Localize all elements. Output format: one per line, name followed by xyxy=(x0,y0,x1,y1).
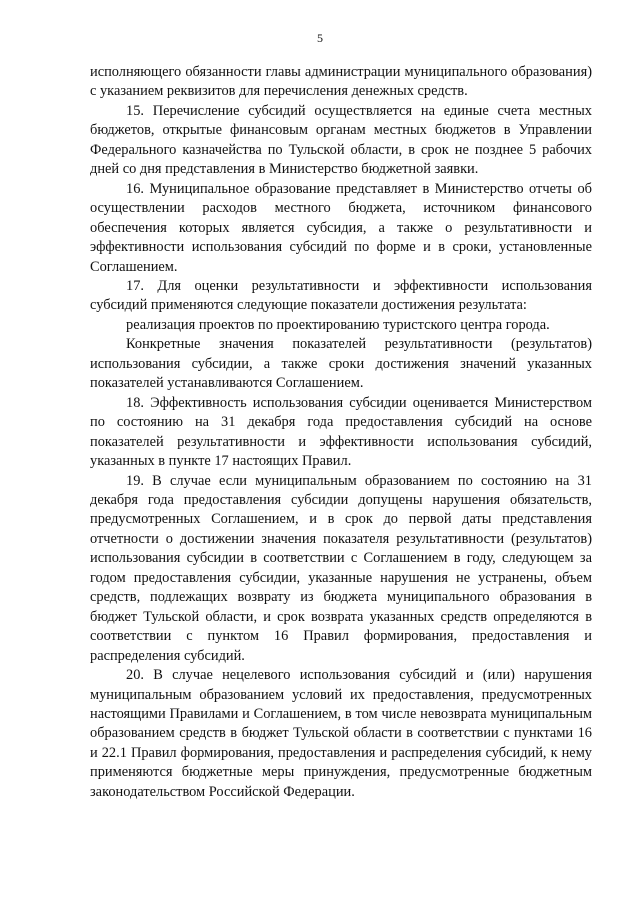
paragraph-17-note: Конкретные значения показателей результативности (результатов) использования субсидии, а также сроки достижения значений указанных показателей устанавливаются Соглашением. xyxy=(90,336,592,392)
paragraph-17: 17. Для оценки результативности и эффективности использования субсидий применяются следующие показатели достижения результата: xyxy=(90,277,592,314)
paragraph-continuation: исполняющего обязанности главы администрации муниципального образования) с указанием реквизитов для перечисления денежных средств. xyxy=(90,64,592,100)
page-number: 5 xyxy=(317,31,323,45)
document-body xyxy=(90,63,592,802)
paragraph-18: 18. Эффективность использования субсидии оценивается Министерством по состоянию на 31 декабря года предоставления субсидий на основе показателей результативности и эффективности использования субсидий, указанных в пункте 17 настоящих Правил. xyxy=(90,394,592,470)
paragraph-19: 19. В случае если муниципальным образованием по состоянию на 31 декабря года предоставления субсидии допущены нарушения обязательств, предусмотренных Соглашением, и в срок до первой даты представления отчетности о достижении значения показателя результативности (результатов) использования субсидии в соответствии с Соглашением в году, следующем за годом предоставления субсидии, указанные нарушения не устранены, объем средств, подлежащих возврату из бюджета муниципального образования в бюджет Тульской области, и срок возврата указанных средств определяются в соответствии с пунктом 16 Правил формирования, предоставления и распределения субсидий. xyxy=(90,472,592,664)
paragraph-15: 15. Перечисление субсидий осуществляется на единые счета местных бюджетов, открытые финансовым органам местных бюджетов в Управлении Федерального казначейства по Тульской области, в срок не позднее 5 рабочих дней со дня представления в Министерство бюджетной заявки. xyxy=(90,102,592,178)
paragraph-16: 16. Муниципальное образование представляет в Министерство отчеты об осуществлении расходов местного бюджета, источником финансового обеспечения которых является субсидия, а также о результативности и эффективности использования субсидий по форме и в сроки, установленные Соглашением. xyxy=(90,180,592,275)
paragraph-17-item: реализация проектов по проектированию туристского центра города. xyxy=(126,316,550,333)
paragraph-20: 20. В случае нецелевого использования субсидий и (или) нарушения муниципальным образованием условий их предоставления, предусмотренных настоящими Правилами и Соглашением, в том числе невозврата муниципальным образованием средств в бюджет Тульской области в соответствии с пунктами 16 и 22.1 Правил формирования, предоставления и распределения субсидий, к нему применяются бюджетные меры принуждения, предусмотренные бюджетным законодательством Российской Федерации. xyxy=(90,667,592,800)
